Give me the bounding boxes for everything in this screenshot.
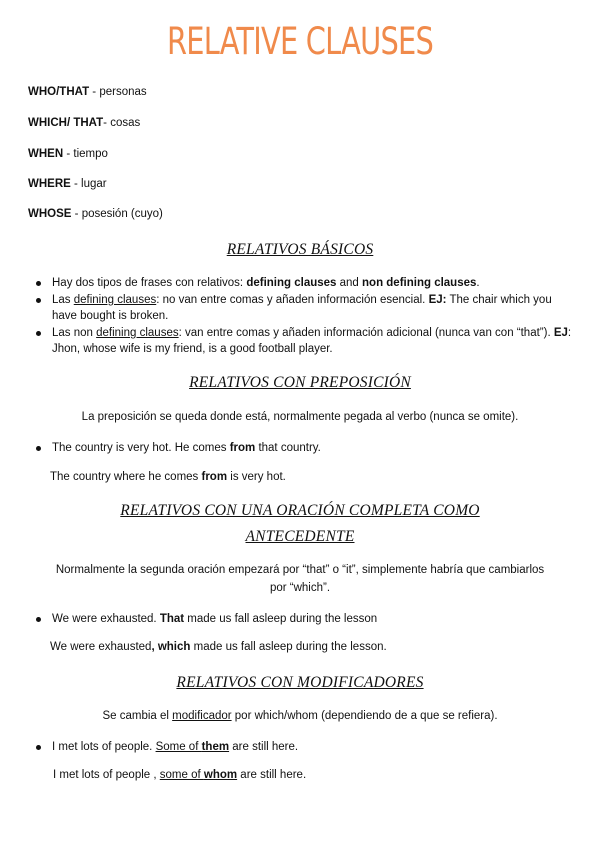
definition-when: WHEN - tiempo: [28, 148, 108, 160]
oracion-intro-line2: por “which”.: [269, 582, 331, 594]
list-item: Las non defining clauses: van entre comas y añaden información adicional (nunca van con “that”). EJ: Jhon, whose wife is my friend, is a good football player.: [36, 325, 576, 357]
definition-whose: WHOSE - posesión (cuyo): [28, 208, 163, 220]
section-heading-preposicion: RELATIVOS CON PREPOSICIÓN: [189, 374, 411, 391]
preposicion-intro: La preposición se queda donde está, normalmente pegada al verbo (nunca se omite).: [81, 411, 519, 423]
definition-term: WHEN: [28, 148, 64, 160]
definition-meaning: lugar: [81, 178, 107, 190]
page-title: RELATIVE CLAUSES: [167, 20, 433, 63]
modificadores-rewrite: I met lots of people , some of whom are still here.: [53, 769, 307, 781]
section-heading-basicos: RELATIVOS BÁSICOS: [226, 241, 374, 258]
definition-term: WHICH/ THAT: [28, 117, 104, 129]
definition-term: WHERE: [28, 178, 71, 190]
section-heading-oracion-line2: ANTECEDENTE: [245, 528, 355, 545]
definition-where: WHERE - lugar: [28, 178, 107, 190]
oracion-list: [36, 611, 576, 628]
list-item: Hay dos tipos de frases con relativos: defining clauses and non defining clauses.: [36, 275, 576, 291]
definition-meaning: tiempo: [73, 148, 108, 160]
list-item: We were exhausted. That made us fall asleep during the lesson: [36, 611, 576, 627]
definition-term: WHOSE: [28, 208, 72, 220]
modificadores-list: [36, 739, 576, 756]
basicos-list: [36, 275, 576, 358]
definition-which: WHICH/ THAT- cosas: [28, 117, 141, 129]
definition-who: WHO/THAT - personas: [28, 86, 147, 98]
oracion-rewrite: We were exhausted, which made us fall asleep during the lesson.: [50, 641, 387, 653]
list-item: The country is very hot. He comes from that country.: [36, 440, 576, 456]
definition-meaning: posesión (cuyo): [81, 208, 163, 220]
preposicion-rewrite: The country where he comes from is very hot.: [50, 471, 286, 483]
list-item: I met lots of people. Some of them are still here.: [36, 739, 576, 755]
section-heading-oracion-line1: RELATIVOS CON UNA ORACIÓN COMPLETA COMO: [120, 502, 480, 519]
definition-meaning: personas: [99, 86, 147, 98]
definition-meaning: cosas: [110, 117, 141, 129]
section-heading-modificadores: RELATIVOS CON MODIFICADORES: [176, 674, 424, 691]
modificadores-intro: Se cambia el modificador por which/whom (dependiendo de a que se refiera).: [102, 710, 498, 722]
preposicion-list: [36, 440, 576, 457]
list-item: Las defining clauses: no van entre comas y añaden información esencial. EJ: The chair which you have bought is broken.: [36, 292, 576, 324]
definition-term: WHO/THAT: [28, 86, 90, 98]
oracion-intro-line1: Normalmente la segunda oración empezará por “that” o “it”, simplemente habría que cambiarlos: [55, 564, 545, 576]
